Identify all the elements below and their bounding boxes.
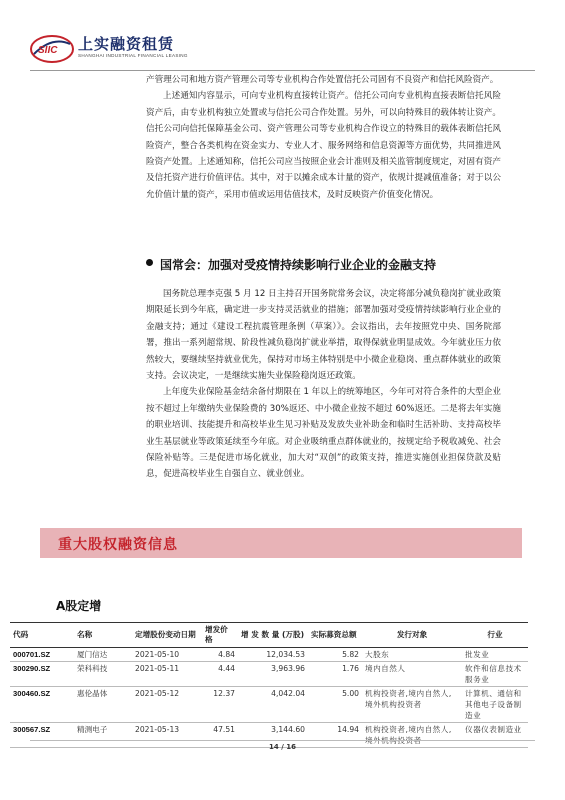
table-row [10,648,528,662]
cell-code: 000701.SZ [10,648,74,662]
header-divider [30,70,535,71]
company-logo-icon [30,34,74,64]
cell-industry: 批发业 [462,648,528,662]
col-header-amount: 实际募资总额 [308,623,362,648]
cell-date: 2021-05-10 [132,648,202,662]
cell-code: 300290.SZ [10,662,74,687]
cell-name: 惠伦晶体 [74,687,132,723]
cell-price: 12.37 [202,687,238,723]
cell-target: 境内自然人 [362,662,462,687]
cell-shares: 12,034.53 [238,648,308,662]
cell-code: 300460.SZ [10,687,74,723]
bullet-icon [146,259,153,266]
footer-divider [30,740,535,741]
cell-shares: 3,963.96 [238,662,308,687]
cell-target: 大股东 [362,648,462,662]
cell-date: 2021-05-12 [132,687,202,723]
cell-name: 精测电子 [74,723,132,748]
section1-paragraph: 上述通知内容显示，可向专业机构直接转让资产。信托公司向专业机构直接表断信托风险资产后，由专业机构独立处置或与信托公司合作处置。另外，可以向特殊目的载体转让资产。信托公司向信托保障基金公司、资产管理公司等专业机构合作设立的特殊目的载体表断信托风险资产，整合各类机构在资金实力、专业人才、服务网络和信息资源等方面优势，共同推进风险资产处置。上述通知称，信托公司应当按照企业会计准则及相关监管制度规定，对固有资产及信托资产进行价值评估。其中，对于以摊余成本计量的资产，依规计提减值准备；对于以公允价值计量的资产，采用市值或运用估值技术，及时反映资产价值变化情况。 [146,91,501,200]
cell-price: 4.84 [202,648,238,662]
cell-amount: 5.82 [308,648,362,662]
company-name-en: SHANGHAI INDUSTRIAL FINANCIAL LEASING [78,53,188,58]
cell-target: 机构投资者,境内自然人, [362,723,462,748]
col-header-date: 定增股份变动日期 [132,623,202,648]
cell-shares: 3,144.60 [238,723,308,748]
section2-paragraph: 国务院总理李克强 5 月 12 日主持召开国务院常务会议，决定将部分减负稳岗扩就业政策期限延长到今年底，确定进一步支持灵活就业的措施；部署加强对受疫情持续影响行业企业的金融支持；通过《建设工程抗震管理条例（草案）》。会议指出，去年按照党中央、国务院部署，推出一系列超常规、阶段性减负稳岗扩就业举措，取得保就业明显成效。今年就业压力依然较大，要继续坚持就业优先，保持对市场主体特别是中小微企业稳岗、重点群体就业的政策支持。会议决定，一是继续实施失业保险稳岗返还政策。 [146,289,501,382]
col-header-industry: 行业 [462,623,528,648]
page-number: 14 / 16 [269,743,296,751]
cell-shares: 4,042.04 [238,687,308,723]
col-header-code: 代码 [10,623,74,648]
table-row [10,662,528,687]
company-name-cn: 上实融资租赁 [78,35,175,53]
cell-industry: 计算机、通信和其他电子设备制造业 [462,687,528,723]
cell-industry: 软件和信息技术服务业 [462,662,528,687]
section2-paragraph: 上年度失业保险基金结余备付期限在 1 年以上的统筹地区，今年可对符合条件的大型企业按不超过上年缴纳失业保险费的 30%返还、中小微企业按不超过 60%返还。二是将去年实施的职业培训、技能提升和高校毕业生见习补贴及发放失业补助金和临时生活补助、支持高校毕业生基层就业等政策延续至今年底。对企业吸纳重点群体就业的，按规定给予税收减免、社会保险补贴等。三是促进市场化就业，加大对“双创”的政策支持，推进实施创业担保贷款及贴息，促进高校毕业生自强自立、就业创业。 [146,387,501,480]
cell-name: 荣科科技 [74,662,132,687]
section1-text [146,72,501,203]
col-header-shares: 增 发 数 量 (万股) [238,623,308,648]
table-section-title: A股定增 [56,599,102,613]
section2-text [146,286,501,483]
col-header-name: 名称 [74,623,132,648]
page-header [30,32,535,74]
cell-price: 47.51 [202,723,238,748]
cell-amount: 1.76 [308,662,362,687]
logo-mark: SIIC [38,45,58,56]
banner-title: 重大股权融资信息 [58,537,178,553]
section1-paragraph: 产管理公司和地方资产管理公司等专业机构合作处置信托公司固有不良资产和信托风险资产。 [146,75,499,85]
placement-table [10,622,528,748]
cell-amount: 14.94 [308,723,362,748]
cell-date: 2021-05-11 [132,662,202,687]
col-header-price: 增发价格 [202,623,238,648]
cell-amount: 5.00 [308,687,362,723]
cell-industry: 仪器仪表制造业 [462,723,528,748]
cell-name: 厦门信达 [74,648,132,662]
cell-target: 机构投资者,境内自然人,境外机构投资者 [362,687,462,723]
table-header-row [10,623,528,648]
col-header-target: 发行对象 [362,623,462,648]
section-banner [40,528,522,558]
cell-price: 4.44 [202,662,238,687]
cell-date: 2021-05-13 [132,723,202,748]
section2-title: 国常会：加强对受疫情持续影响行业企业的金融支持 [160,258,437,272]
table-row [10,687,528,723]
cell-code: 300567.SZ [10,723,74,748]
